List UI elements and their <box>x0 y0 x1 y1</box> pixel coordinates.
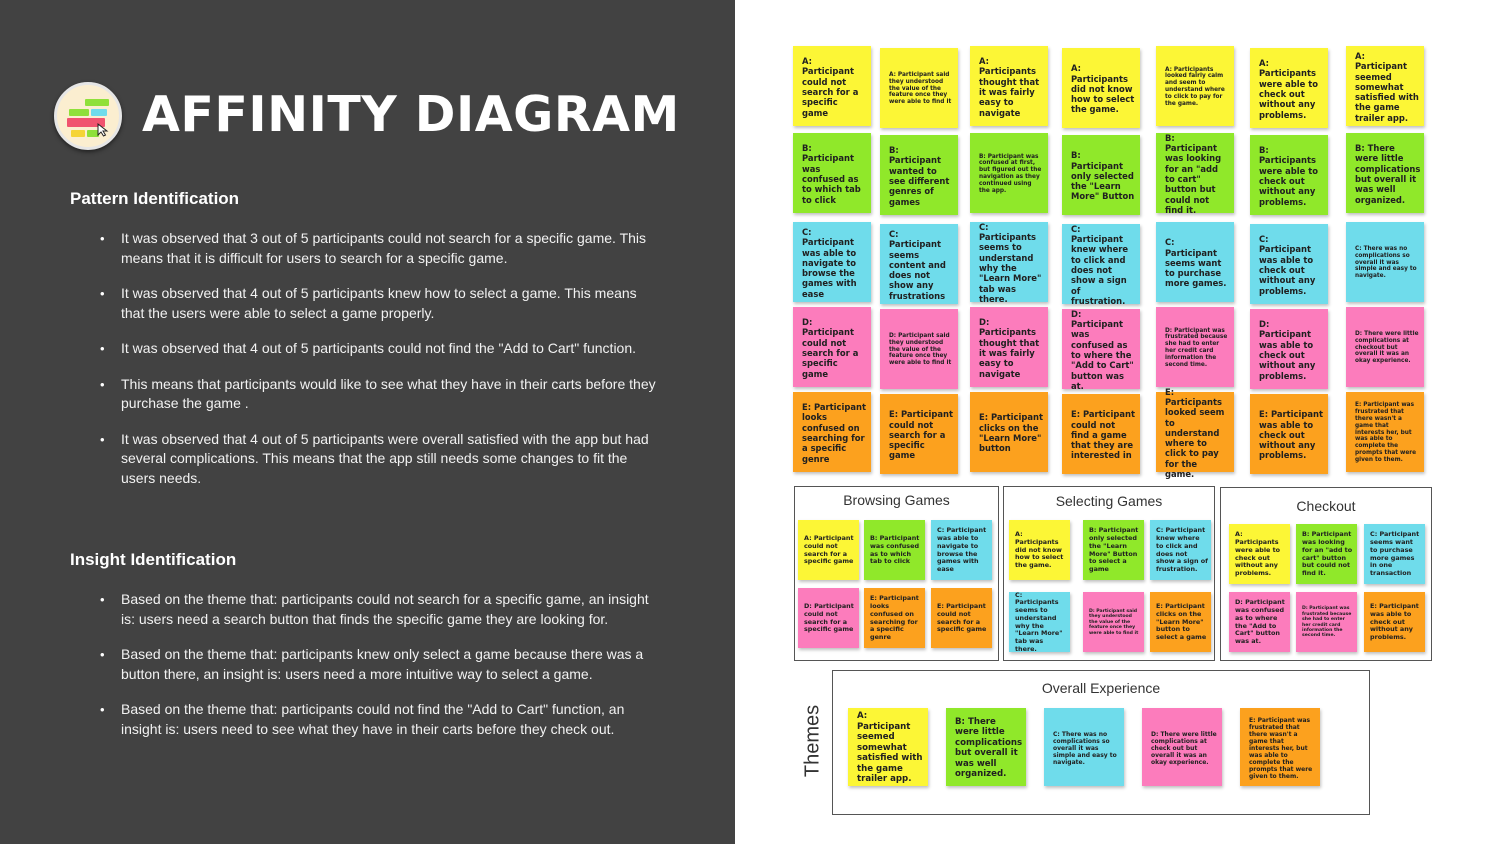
sticky-note-text: A: Participants were able to check out without any problems. <box>1235 530 1281 577</box>
group-sticky-note <box>1009 592 1070 652</box>
sticky-note <box>1062 135 1140 215</box>
pattern-bullet: • This means that participants would like to see what they have in their carts before they purchase the game . <box>100 375 660 414</box>
sticky-note <box>1156 46 1234 126</box>
sticky-note-text: D: Participant was able to check out without any problems. <box>1259 319 1316 381</box>
sticky-note-text: C: Participant knew where to click and does not show a sign of frustration. <box>1071 223 1129 306</box>
sticky-note-text: B: Participant was looking for an "add to cart" button but could not find it. <box>1302 530 1353 577</box>
sticky-note-text: A: Participant could not search for a specific game <box>804 534 854 566</box>
pattern-bullet: • It was observed that 4 out of 5 participants could not find the "Add to Cart" function. <box>100 339 660 359</box>
sticky-note-text: A: Participant seemed somewhat satisfied with the game trailer app. <box>1355 50 1419 123</box>
group-sticky-note <box>798 588 859 648</box>
sticky-note <box>1250 309 1328 389</box>
sticky-note-text: C: Participant seems want to purchase more games. <box>1165 237 1227 289</box>
sticky-note <box>1062 224 1140 304</box>
sticky-note-text: E: Participant could not search for a specific game <box>937 602 987 634</box>
sticky-note-text: C: Participant was able to check out without any problems. <box>1259 234 1316 296</box>
sticky-note-text: C: There was no complications so overall it was simple and easy to navigate. <box>1053 730 1117 766</box>
sticky-note <box>793 222 871 302</box>
sticky-note-text: A: Participants looked fairly calm and seem to understand where to click to pay for the game. <box>1165 66 1225 107</box>
group-sticky-note <box>1083 592 1144 652</box>
sticky-note-text: C: There was no complications so overall it was simple and easy to navigate. <box>1355 246 1417 280</box>
sticky-note-text: C: Participant knew where to click and does not show a sign of frustration. <box>1156 526 1208 573</box>
sticky-note-text: D: Participants thought that it was fairly easy to navigate <box>979 317 1040 379</box>
sticky-note-text: D: Participant was confused as to where the "Add to Cart" button was at. <box>1235 598 1285 645</box>
sticky-note-text: A: Participants were able to check out without any problems. <box>1259 58 1319 120</box>
sticky-note-text: B: Participants were able to check out without any problems. <box>1259 145 1319 207</box>
sticky-note <box>880 48 958 128</box>
sticky-note <box>1346 133 1424 213</box>
sticky-note-text: A: Participants did not know how to select the game. <box>1071 63 1135 115</box>
sticky-note-text: E: Participant was frustrated that there wasn't a game that interests her, but was able to complete the prompts that were given to them. <box>1355 402 1417 463</box>
affinity-logo-icon <box>54 82 122 150</box>
sticky-note-text: E: Participant was frustrated that there wasn't a game that interests her, but was able to complete the prompts that were given to them. <box>1249 716 1313 780</box>
group-label: Overall Experience <box>1041 680 1161 696</box>
group-sticky-note <box>931 588 992 648</box>
sticky-note-text: A: Participant could not search for a specific game <box>802 56 859 118</box>
sticky-note <box>1250 224 1328 304</box>
sticky-note-text: C: Participant seems want to purchase more games in one transaction <box>1370 530 1420 577</box>
sticky-note-text: E: Participants looked seem to understand where to click to pay for the game. <box>1165 386 1225 480</box>
cursor-icon <box>97 123 109 137</box>
sticky-note <box>793 46 871 126</box>
sticky-note-text: D: Participant was frustrated because she had to enter her credit card information the second time. <box>1302 606 1352 639</box>
sticky-note <box>1250 135 1328 215</box>
sticky-note <box>1156 386 1234 480</box>
sticky-note-text: E: Participant looks confused on searching for a specific genre <box>802 402 867 464</box>
group-sticky-note <box>864 588 925 648</box>
group-sticky-note <box>864 520 925 580</box>
insight-bullet: • Based on the theme that: participants could not search for a specific game, an insight is: users need a search button that finds the specific game they are looking for. <box>100 590 660 629</box>
sticky-note-text: E: Participant could not find a game that they are interested in <box>1071 409 1136 461</box>
sticky-note <box>970 392 1048 472</box>
group-sticky-note <box>1150 592 1211 652</box>
sticky-note-text: C: Participant was able to navigate to browse the games with ease <box>802 226 857 299</box>
sticky-note-text: B: Participant only selected the "Learn More" Button <box>1071 150 1135 202</box>
sticky-note <box>1156 133 1234 213</box>
group-sticky-note <box>1150 520 1211 580</box>
sticky-note-text: E: Participant clicks on the "Learn More" button <box>979 412 1044 454</box>
sticky-note <box>880 394 958 474</box>
sticky-note-text: C: Participant was able to navigate to browse the games with ease <box>937 526 987 573</box>
insight-bullet: • Based on the theme that: participants could not find the "Add to Cart" function, an insight is: users need to see what they have in their carts before they check out. <box>100 700 660 739</box>
sticky-note <box>1062 394 1140 474</box>
sticky-note-text: C: Participant seems content and does not show any frustrations <box>889 228 946 301</box>
sticky-note <box>1062 309 1140 389</box>
sticky-note-text: E: Participant was able to check out without any problems. <box>1370 602 1419 642</box>
sticky-note-text: D: Participant was confused as to where the "Add to Cart" button was at. <box>1071 308 1134 391</box>
sticky-note-text: D: Participant could not search for a specific game <box>802 317 859 379</box>
theme-sticky-note <box>946 708 1026 786</box>
sticky-note-text: E: Participant was able to check out without any problems. <box>1259 409 1324 461</box>
sticky-note-text: D: Participant said they understood the value of the feature once they were able to find it <box>1089 608 1139 636</box>
sticky-note <box>970 46 1048 126</box>
theme-sticky-note <box>848 708 928 786</box>
sticky-note <box>970 133 1048 213</box>
insight-bullet-list <box>100 590 660 739</box>
group-sticky-note <box>931 520 992 580</box>
group-sticky-note <box>1364 592 1425 652</box>
sticky-note-text: A: Participants did not know how to select the game. <box>1015 530 1064 570</box>
sticky-note-text: B: Participant was confused at first, but figured out the navigation as they continued using the app. <box>979 153 1042 194</box>
sticky-note-text: D: There were little complications at checkout but overall it was an okay experience. <box>1355 331 1419 365</box>
group-label: Browsing Games <box>843 492 950 508</box>
sticky-note <box>880 309 958 389</box>
themes-label-text: Themes <box>801 704 824 778</box>
sticky-note <box>970 307 1048 387</box>
sticky-note-text: C: Participants seems to understand why the "Learn More" tab was there. <box>979 221 1042 304</box>
sticky-note-text: B: Participant wanted to see different genres of games <box>889 145 950 207</box>
sticky-note <box>1346 46 1424 126</box>
sticky-note <box>970 222 1048 302</box>
sticky-note-text: D: There were little complications at check out but overall it was an okay experience. <box>1151 730 1217 766</box>
sticky-note-text: B: Participant only selected the "Learn More" Button to select a game <box>1089 526 1139 573</box>
sticky-note-text: B: Participant was confused as to which tab to click <box>870 534 920 566</box>
sticky-note <box>1156 222 1234 302</box>
group-sticky-note <box>1009 520 1070 580</box>
left-panel <box>0 0 735 844</box>
sticky-note <box>880 224 958 304</box>
group-sticky-note <box>1364 524 1425 584</box>
page-title: AFFINITY DIAGRAM <box>142 86 680 143</box>
group-sticky-note <box>1296 524 1357 584</box>
sticky-note <box>793 307 871 387</box>
sticky-note <box>1346 392 1424 472</box>
theme-sticky-note <box>1044 708 1124 786</box>
group-sticky-note <box>798 520 859 580</box>
pattern-heading: Pattern Identification <box>70 189 240 208</box>
sticky-note <box>1346 307 1424 387</box>
group-sticky-note <box>1296 592 1357 652</box>
group-label: Selecting Games <box>1055 493 1163 509</box>
sticky-note <box>880 135 958 215</box>
group-sticky-note <box>1229 524 1290 584</box>
sticky-note <box>1346 222 1424 302</box>
sticky-note <box>1156 307 1234 387</box>
sticky-note-text: D: Participant said they understood the value of the feature once they were able to find it <box>889 333 952 367</box>
theme-sticky-note <box>1240 708 1320 786</box>
sticky-note-text: E: Participant could not search for a specific game <box>889 409 954 461</box>
sticky-note-text: B: Participant was looking for an "add to cart" button but could not find it. <box>1165 132 1222 215</box>
sticky-note <box>793 392 871 472</box>
group-label: Checkout <box>1296 498 1356 514</box>
sticky-note-text: B: There were little complications but overall it was well organized. <box>955 716 1023 779</box>
sticky-note-text: B: Participant was confused as to which tab to click <box>802 143 861 205</box>
group-sticky-note <box>1083 520 1144 580</box>
sticky-note <box>1250 48 1328 128</box>
sticky-note-text: A: Participant seemed somewhat satisfied with the game trailer app. <box>857 711 923 785</box>
sticky-note-text: A: Participants thought that it was fairly easy to navigate <box>979 56 1040 118</box>
pattern-bullet-list <box>100 229 660 488</box>
sticky-note-text: D: Participant was frustrated because she had to enter her credit card information the second time. <box>1165 327 1228 368</box>
sticky-note <box>1062 48 1140 128</box>
sticky-note-text: A: Participant said they understood the value of the feature once they were able to find it <box>889 72 952 106</box>
sticky-note-text: C: Participants seems to understand why the "Learn More" tab was there. <box>1015 590 1063 653</box>
sticky-note-text: D: Participant could not search for a specific game <box>804 602 854 634</box>
themes-label <box>796 700 830 782</box>
sticky-note-text: E: Participant clicks on the "Learn More" button to select a game <box>1156 602 1207 642</box>
sticky-note-text: E: Participant looks confused on searching for a specific genre <box>870 594 919 641</box>
pattern-bullet: • It was observed that 4 out of 5 participants knew how to select a game. This means that the users were able to select a game properly. <box>100 284 660 323</box>
insight-heading: Insight Identification <box>70 550 237 569</box>
pattern-bullet: • It was observed that 4 out of 5 participants were overall satisfied with the app but had several complications. This means that the app still needs some changes to fit the users needs. <box>100 430 660 489</box>
pattern-bullet: • It was observed that 3 out of 5 participants could not search for a specific game. This means that it is difficult for users to search for a specific game. <box>100 229 660 268</box>
insight-bullet: • Based on the theme that: participants knew only select a game because there was a button there, an insight is: users need a more intuitive way to select a game. <box>100 645 660 684</box>
theme-sticky-note <box>1142 708 1222 786</box>
group-sticky-note <box>1229 592 1290 652</box>
sticky-note <box>1250 394 1328 474</box>
sticky-note <box>793 133 871 213</box>
sticky-note-text: B: There were little complications but overall it was well organized. <box>1355 143 1421 205</box>
